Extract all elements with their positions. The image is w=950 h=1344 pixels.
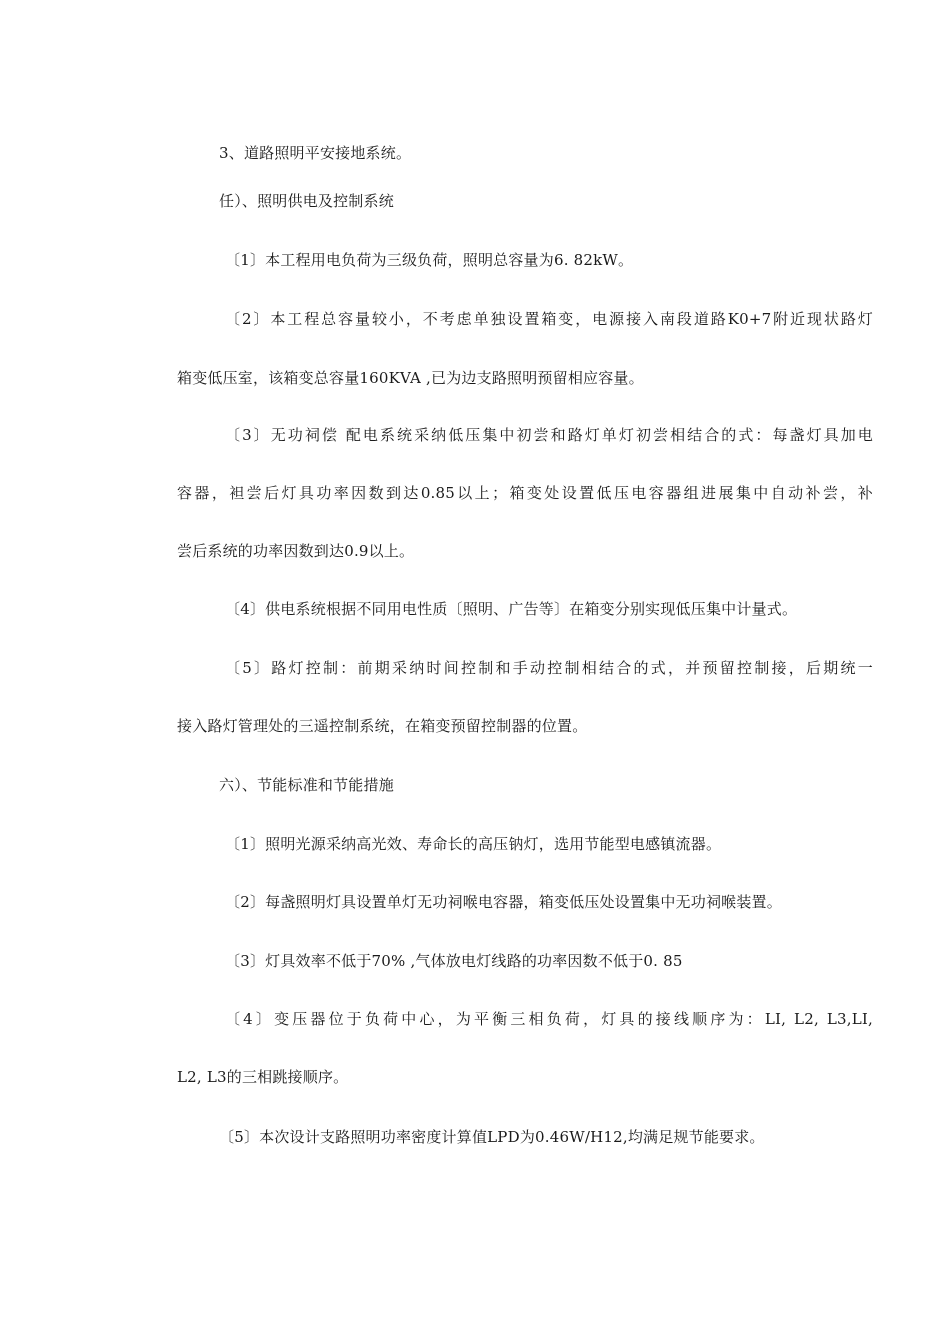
paragraph-9-line-1: 〔4〕变压器位于负荷中心，为平衡三相负荷，灯具的接线顺序为：LI, L2, L3,LI, <box>225 1010 873 1028</box>
paragraph-9-line-2: L2, L3的三相跳接顺序。 <box>177 1068 349 1086</box>
paragraph-7-line-1: 〔2〕每盏照明灯具设置单灯无功祠喉电容器，箱变低压处设置集中无功祠喉装置。 <box>225 893 782 911</box>
paragraph-2-line-2: 箱变低压室，该箱变总容量160KVA ,已为边支路照明预留相应容量。 <box>177 369 644 387</box>
paragraph-1-line-1: 〔1〕本工程用电负荷为三级负荷，照明总容量为6. 82kW。 <box>225 251 634 269</box>
paragraph-8-line-1: 〔3〕灯具效率不低于70% ,气体放电灯线路的功率因数不低于0. 85 <box>225 952 683 970</box>
paragraph-2-line-1: 〔2〕本工程总容量较小，不考虑单独设置箱变，电源接入南段道路K0+7附近现状路灯 <box>225 310 873 328</box>
paragraph-6-line-1: 〔1〕照明光源采纳高光效、寿命长的高压钠灯，选用节能型电感镇流器。 <box>225 835 722 853</box>
section-heading-power-supply: 任）、照明供电及控制系统 <box>219 192 394 210</box>
paragraph-3-line-3: 尝后系统的功率因数到达0.9以上。 <box>177 542 415 560</box>
paragraph-3-line-1: 〔3〕无功祠偿 配电系统采纳低压集中初尝和路灯单灯初尝相结合的式：每盏灯具加电 <box>225 426 873 444</box>
paragraph-3-line-2: 容器，袒尝后灯具功率因数到达0.85以上；箱变处设置低压电容器组进展集中自动补尝，补 <box>177 484 873 502</box>
section-heading-energy-saving: 六）、节能标准和节能措施 <box>219 776 394 794</box>
paragraph-10-line-1: 〔5〕本次设计支路照明功率密度计算值LPD为0.46W/H12,均满足规节能要求。 <box>219 1128 765 1146</box>
section-item-grounding: 3、道路照明平安接地系统。 <box>219 144 412 162</box>
paragraph-5-line-1: 〔5〕路灯控制：前期采纳时间控制和手动控制相结合的式，并预留控制接，后期统一 <box>225 659 873 677</box>
paragraph-4-line-1: 〔4〕供电系统根据不同用电性质〔照明、广告等〕在箱变分别实现低压集中计量式。 <box>225 600 798 618</box>
paragraph-5-line-2: 接入路灯管理处的三遥控制系统，在箱变预留控制器的位置。 <box>177 717 588 735</box>
